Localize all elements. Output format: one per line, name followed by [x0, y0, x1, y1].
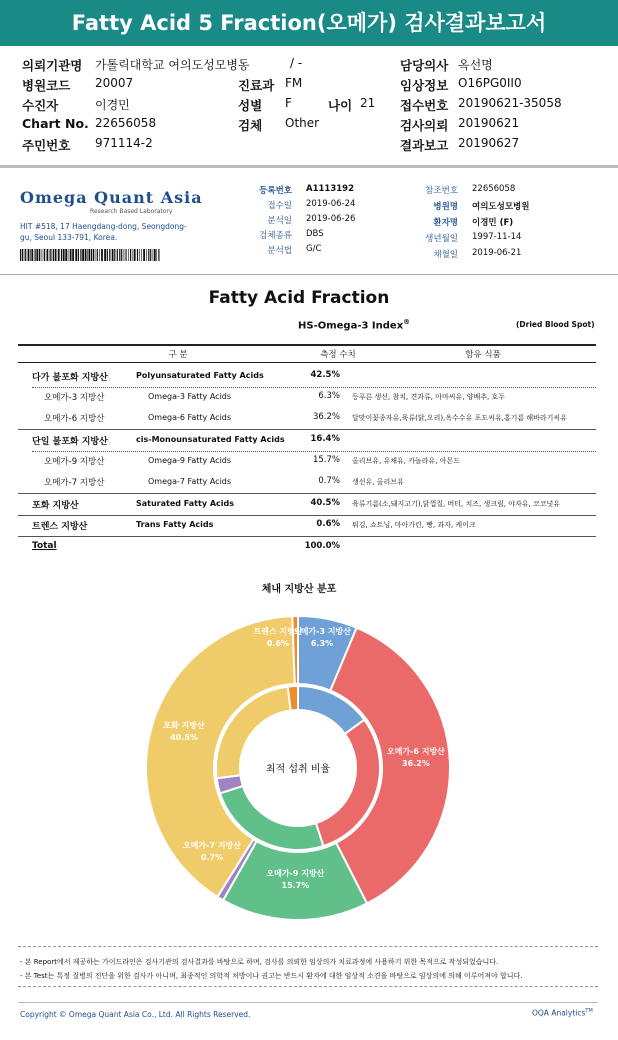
row-food: 튀김, 쇼트닝, 마아가린, 빵, 과자, 케이크 [352, 521, 476, 529]
header-right-label-1: 임상정보 [400, 78, 449, 93]
row-divider [18, 429, 596, 430]
row-food: 육류기름(소,돼지고기),닭껍질, 버터, 치즈, 생크림, 야자유, 코코넛유 [352, 500, 560, 508]
table-row [18, 391, 596, 411]
table-header-category: 구 분 [168, 350, 188, 360]
lab-divider [0, 274, 618, 275]
lab-right-value-3: 1997-11-14 [472, 232, 522, 242]
total-label: Total [32, 541, 57, 551]
chart-title: 체내 지방산 분포 [261, 584, 337, 595]
lab-mid-value-3: DBS [306, 229, 324, 239]
header-middle-value-2: F [285, 96, 292, 110]
row-food: 생선유, 올리브유 [352, 478, 404, 486]
row-name-kr: 트렌스 지방산 [32, 522, 88, 532]
lab-mid-value-4: G/C [306, 244, 322, 254]
header-right-value-2: 20190621-35058 [458, 96, 562, 110]
row-name-kr: 오메가-7 지방산 [44, 478, 105, 488]
hs-omega3-index-label [298, 318, 410, 331]
lab-logo-subtitle: Research Based Laboratory [90, 208, 173, 215]
total-value: 100.0% [304, 541, 340, 551]
header-left-value-4: 971114-2 [95, 136, 153, 150]
header-middle-value-1: FM [285, 76, 303, 90]
lab-mid-value-0: A1113192 [306, 184, 354, 194]
slice-label-2 [261, 868, 329, 892]
slice-label-5 [244, 626, 312, 650]
lab-right-value-1: 여의도성모병원 [472, 202, 530, 212]
lab-right-value-0: 22656058 [472, 184, 516, 194]
slice-name: 오메가-3 지방산 [292, 627, 352, 636]
row-value: 15.7% [312, 455, 340, 465]
row-value: 42.5% [310, 370, 340, 380]
table-top-border [18, 344, 596, 346]
sample-type: (Dried Blood Spot) [516, 320, 595, 329]
table-total-row [18, 541, 596, 561]
slice-label-4 [150, 720, 218, 744]
slice-value: 36.2% [402, 758, 430, 768]
row-divider [32, 451, 596, 452]
report-notes [20, 955, 600, 983]
row-divider [18, 493, 596, 494]
donut-labels [0, 596, 618, 936]
patient-header [0, 52, 618, 162]
slice-label-1 [382, 746, 450, 770]
slice-value: 15.7% [281, 880, 310, 890]
report-title: Fatty Acid 5 Fraction(오메가) 검사결과보고서 [0, 0, 618, 46]
lab-mid-label-1: 접수일 [267, 201, 292, 211]
row-name-kr: 포화 지방산 [32, 501, 79, 511]
lab-right-label-2: 환자명 [433, 218, 458, 228]
header-left-value-0: 가톨릭대학교 여의도성모병동 [95, 58, 250, 72]
header-right-label-4: 결과보고 [400, 138, 449, 153]
header-right-value-4: 20190627 [458, 136, 520, 150]
row-name-kr: 오메가-6 지방산 [44, 414, 105, 424]
footer-brand-text: OQA Analytics [532, 1008, 586, 1018]
row-name-en: Omega-7 Fatty Acids [148, 477, 232, 486]
slice-value: 0.6% [266, 639, 290, 648]
header-middle-label-2: 성별 [238, 98, 263, 113]
header-right-value-3: 20190621 [458, 116, 520, 130]
header-left-value-1: 20007 [95, 76, 134, 90]
slice-value: 0.7% [200, 853, 224, 862]
table-header-border [18, 362, 596, 363]
header-left-label-2: 수진자 [22, 98, 59, 113]
header-right-value-0: 옥선명 [458, 58, 493, 72]
row-value: 36.2% [312, 412, 340, 422]
header-left-value-2: 이경민 [95, 98, 130, 112]
header-middle-label-1: 진료과 [238, 78, 275, 93]
notes-bottom-border [18, 986, 598, 987]
row-name-en: Omega-3 Fatty Acids [148, 392, 232, 401]
row-value: 0.7% [318, 476, 340, 486]
row-food: 등푸른 생선, 참치, 견과류, 아마씨유, 양배추, 호두 [352, 393, 505, 401]
slice-name: 오메가-9 지방산 [266, 868, 325, 878]
header-age-label: 나이 [328, 98, 353, 113]
row-divider [18, 515, 596, 516]
lab-logo: Omega Quant Asia [20, 188, 203, 207]
hs-index-text: HS-Omega-3 Index [298, 320, 404, 332]
row-name-kr: 오메가-9 지방산 [44, 457, 105, 467]
header-left-label-3: Chart No. [22, 116, 89, 131]
row-food: 달맞이꽃종자유,육류(닭,오리),옥수수유 포도씨유,홍기름 해바라기씨유 [352, 414, 567, 422]
header-divider [0, 165, 618, 168]
row-divider [32, 387, 596, 388]
donut-center-label: 최적 섭취 비율 [265, 764, 331, 775]
row-name-kr: 단일 불포화 지방산 [32, 437, 108, 447]
slice-name: 오메가-6 지방산 [386, 746, 445, 756]
table-header-value: 측정 수치 [320, 350, 356, 360]
lab-address: HIT #518, 17 Haengdang-dong, Seongdong-gu, Seoul 133-791, Korea. [20, 222, 187, 242]
header-right-label-0: 담당의사 [400, 58, 449, 73]
header-left-label-4: 주민번호 [22, 138, 71, 153]
row-value: 6.3% [318, 391, 340, 401]
slice-name: 포화 지방산 [163, 720, 205, 730]
row-divider [18, 536, 596, 537]
note-1: - 본 Report에서 제공하는 가이드라인은 검사기관의 검사결과를 바탕으로 하며, 검사를 의뢰한 임상의가 치료과정에 사용하기 위한 목적으로 작성되었습니다. [20, 958, 499, 966]
row-name-en: Omega-9 Fatty Acids [148, 456, 232, 465]
header-right-value-1: O16PG0II0 [458, 76, 522, 90]
row-name-en: Polyunsaturated Fatty Acids [136, 371, 264, 380]
table-row [18, 455, 596, 475]
footer-copyright: Copyright © Omega Quant Asia Co., Ltd. All Rights Reserved. [20, 1010, 251, 1019]
lab-mid-label-3: 검체종류 [259, 231, 292, 241]
slice-label-3 [178, 840, 246, 864]
header-middle-value-0: / - [290, 56, 303, 70]
row-name-en: cis-Monounsaturated Fatty Acids [136, 435, 285, 444]
header-left-label-1: 병원코드 [22, 78, 71, 93]
note-2: - 본 Test는 특정 질병의 진단을 위한 검사가 아니며, 최종적인 의학적 처방이나 권고는 반드시 환자에 대한 임상적 소견을 바탕으로 임상의에 의해 이루어져야 합니다. [20, 972, 523, 980]
row-name-en: Omega-6 Fatty Acids [148, 413, 232, 422]
hs-index-registered: ® [403, 318, 411, 326]
fraction-title: Fatty Acid Fraction [208, 288, 390, 308]
lab-info [0, 180, 618, 270]
row-name-en: Saturated Fatty Acids [136, 499, 234, 508]
lab-mid-label-4: 분석법 [267, 246, 292, 256]
row-value: 16.4% [310, 434, 340, 444]
row-name-kr: 다가 불포화 지방산 [32, 373, 108, 383]
header-left-label-0: 의뢰기관명 [22, 58, 83, 73]
lab-mid-label-0: 등록번호 [259, 186, 292, 196]
header-age-value: 21 [360, 96, 376, 110]
lab-right-label-1: 병원명 [433, 202, 458, 212]
lab-mid-value-1: 2019-06-24 [306, 199, 356, 209]
footer-brand [532, 1008, 593, 1018]
header-right-label-3: 검사의뢰 [400, 118, 449, 133]
lab-right-label-0: 참조번호 [425, 186, 458, 196]
lab-right-label-4: 채혈일 [433, 250, 458, 260]
slice-value: 6.3% [310, 639, 334, 648]
lab-mid-label-2: 분석일 [267, 216, 292, 226]
lab-right-label-3: 생년월일 [425, 234, 458, 244]
slice-value: 40.5% [170, 732, 198, 742]
header-middle-label-3: 검체 [238, 118, 263, 133]
table-header-food: 함유 식품 [465, 350, 501, 360]
lab-right-value-2: 이경민 (F) [472, 218, 514, 228]
header-left-value-3: 22656058 [95, 116, 157, 130]
row-name-kr: 오메가-3 지방산 [44, 393, 105, 403]
header-middle-value-3: Other [285, 116, 320, 130]
header-right-label-2: 접수번호 [400, 98, 449, 113]
row-food: 올리브유, 유채유, 카놀라유, 아몬드 [352, 457, 461, 465]
row-value: 40.5% [310, 498, 340, 508]
footer-brand-tm: TM [585, 1008, 593, 1014]
slice-name: 오메가-7 지방산 [182, 841, 242, 850]
lab-mid-value-2: 2019-06-26 [306, 214, 356, 224]
footer-divider [18, 1002, 598, 1003]
row-name-en: Trans Fatty Acids [136, 520, 214, 529]
lab-right-value-4: 2019-06-21 [472, 248, 522, 258]
slice-name: 트렌스 지방산 [253, 627, 303, 636]
fraction-table [18, 344, 596, 562]
row-value: 0.6% [316, 519, 340, 529]
notes-top-border [18, 946, 598, 947]
